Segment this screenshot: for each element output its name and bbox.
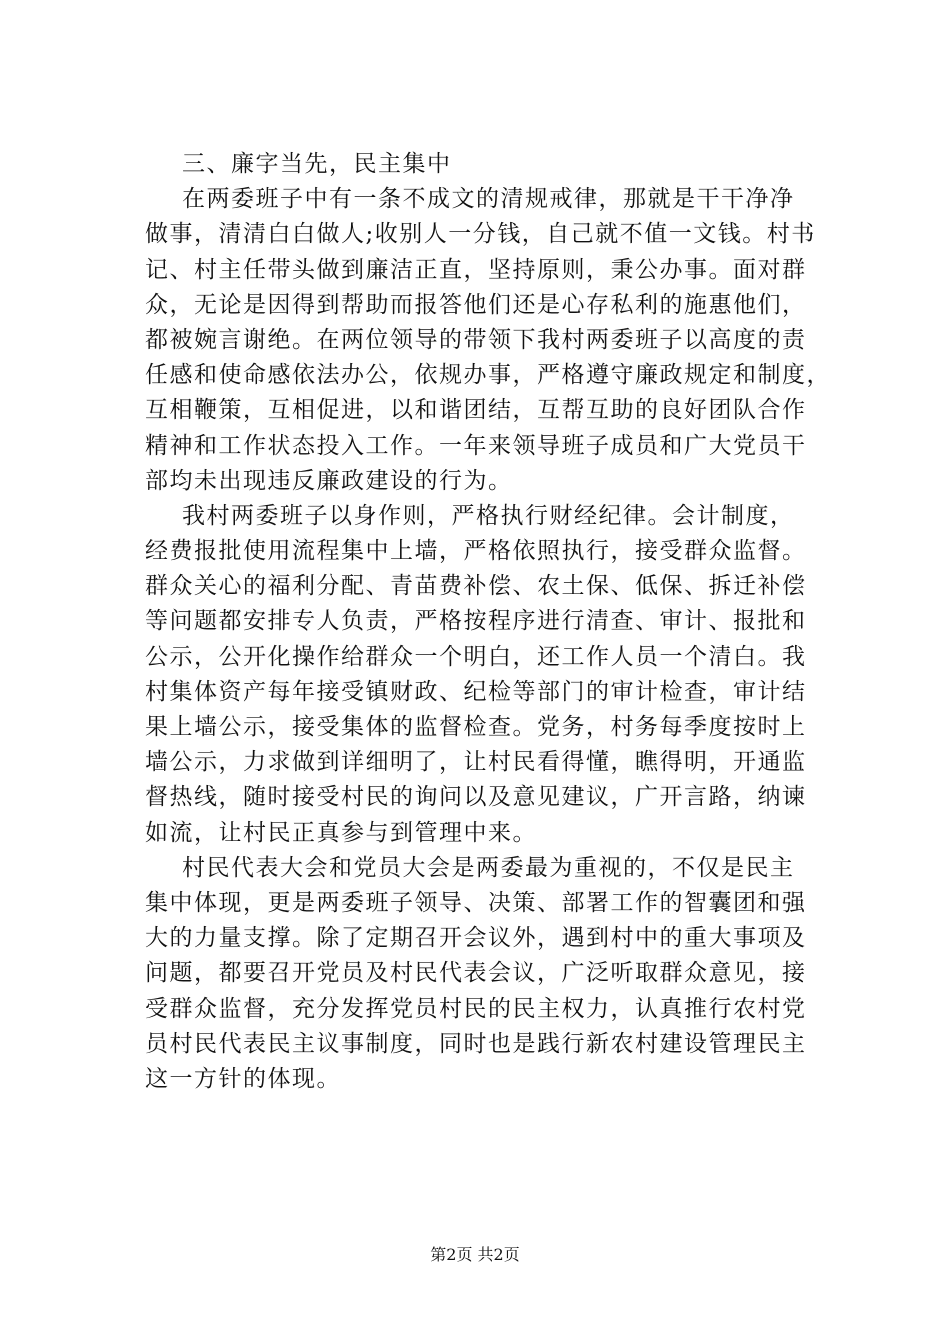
text-line: 问题，都要召开党员及村民代表会议，广泛听取群众意见，接 [145, 960, 807, 987]
text-line: 众，无论是因得到帮助而报答他们还是心存私利的施惠他们， [145, 291, 807, 318]
text-line: 受群众监督，充分发挥党员村民的民主权力，认真推行农村党 [145, 995, 807, 1022]
text-line: 任感和使命感依法办公，依规办事，严格遵守廉政规定和制度， [145, 362, 831, 389]
text-line: 集中体现，更是两委班子领导、决策、部署工作的智囊团和强 [145, 889, 807, 916]
text-line: 精神和工作状态投入工作。一年来领导班子成员和广大党员干 [145, 432, 807, 459]
text-line: 经费报批使用流程集中上墙，严格依照执行，接受群众监督。 [145, 538, 807, 565]
page-footer [0, 1244, 950, 1266]
text-line: 村集体资产每年接受镇财政、纪检等部门的审计检查，审计结 [145, 678, 807, 705]
text-line: 员村民代表民主议事制度，同时也是践行新农村建设管理民主 [145, 1030, 807, 1057]
section-heading: 三、廉字当先，民主集中 [182, 151, 452, 177]
text-line: 互相鞭策，互相促进，以和谐团结，互帮互助的良好团队合作 [145, 397, 807, 424]
text-line: 果上墙公示，接受集体的监督检查。党务，村务每季度按时上 [145, 714, 807, 740]
text-line: 墙公示，力求做到详细明了，让村民看得懂，瞧得明，开通监 [145, 749, 807, 776]
text-line: 村民代表大会和党员大会是两委最为重视的，不仅是民主 [182, 854, 795, 881]
text-line: 在两委班子中有一条不成文的清规戒律，那就是干干净净 [182, 186, 795, 213]
text-line: 部均未出现违反廉政建设的行为。 [145, 467, 513, 494]
text-line: 督热线，随时接受村民的询问以及意见建议，广开言路，纳谏 [145, 784, 807, 811]
text-line: 做事，清清白白做人;收别人一分钱，自己就不值一文钱。村书 [145, 221, 816, 248]
text-line: 这一方针的体现。 [145, 1065, 341, 1092]
text-line: 公示，公开化操作给群众一个明白，还工作人员一个清白。我 [145, 643, 807, 670]
document-body [145, 147, 831, 1097]
text-line: 都被婉言谢绝。在两位领导的带领下我村两委班子以高度的责 [145, 326, 807, 353]
text-line: 等问题都安排专人负责，严格按程序进行清查、审计、报批和 [145, 608, 807, 635]
text-line: 大的力量支撑。除了定期召开会议外，遇到村中的重大事项及 [145, 925, 807, 952]
text-line: 群众关心的福利分配、青苗费补偿、农土保、低保、拆迁补偿 [145, 573, 807, 600]
text-line: 记、村主任带头做到廉洁正直，坚持原则，秉公办事。面对群 [145, 256, 807, 283]
text-line: 如流，让村民正真参与到管理中来。 [145, 819, 537, 846]
text-line: 我村两委班子以身作则，严格执行财经纪律。会计制度， [182, 502, 795, 529]
page-indicator: 第2页 共2页 [430, 1245, 520, 1264]
